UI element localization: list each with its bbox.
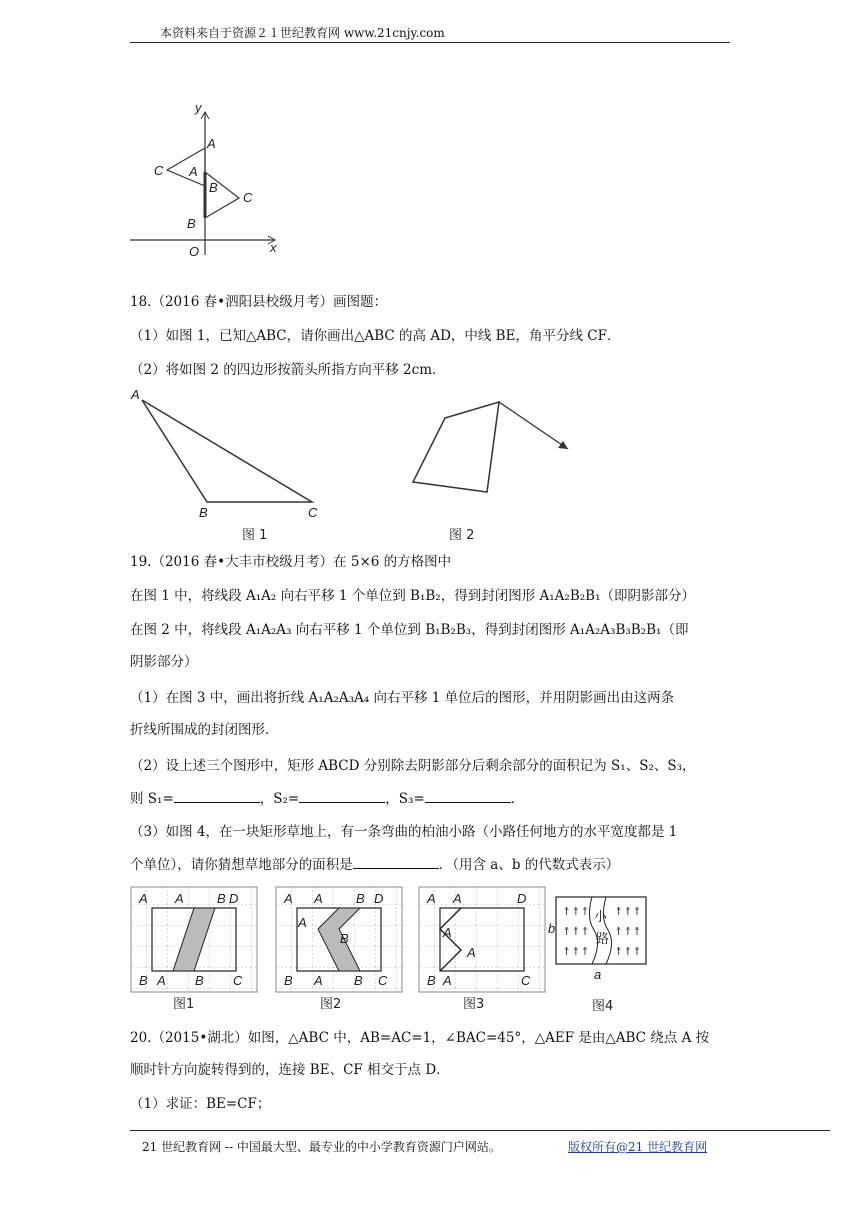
q18-part2: （2）将如图 2 的四边形按箭头所指方向平移 2cm． — [130, 362, 446, 378]
footer-text: 21 世纪教育网 -- 中国最大型、最专业的中小学教育资源门户网站。 — [142, 1140, 501, 1154]
label-a: A — [131, 387, 140, 402]
svg-text:B: B — [356, 891, 365, 906]
x-axis-label: x — [270, 240, 277, 255]
page-header — [130, 22, 730, 43]
origin-label: O — [189, 244, 200, 259]
svg-text:C: C — [521, 973, 531, 988]
q18-title: 18.（2016 春•泗阳县校级月考）画图题： — [130, 294, 388, 310]
grid-fig1 — [131, 887, 257, 1012]
svg-text:D: D — [374, 891, 384, 906]
grid-fig3 — [419, 887, 545, 1012]
q19-part2b: 则 S₁= ，S₂= ，S₃= ． — [130, 788, 524, 809]
q19-title: 19.（2016 春•大丰市校级月考）在 5×6 的方格图中 — [130, 554, 452, 570]
svg-text:↟↟↟: ↟↟↟ — [562, 925, 590, 938]
svg-text:A: A — [443, 925, 452, 940]
svg-text:A: A — [298, 915, 307, 930]
label-a: A — [207, 136, 216, 151]
svg-text:B: B — [139, 973, 148, 988]
q19-part3b: 个单位），请你猜想草地部分的面积是 ．（用含 a、b 的代数式表示） — [130, 854, 619, 875]
q19-part1b: 折线所围成的封闭图形． — [130, 722, 279, 738]
svg-text:A: A — [453, 891, 462, 906]
svg-text:A: A — [314, 973, 323, 988]
label-b1: B — [187, 216, 196, 231]
q19-line2: 在图 2 中，将线段 A₁A₂A₃ 向右平移 1 个单位到 B₁B₂B₃，得到封闭图形 A₁A₂A₃B₃B₂B₁（即 — [130, 622, 689, 638]
q19-line3: 阴影部分） — [130, 654, 198, 670]
q19-part1a: （1）在图 3 中，画出将折线 A₁A₂A₃A₄ 向右平移 1 单位后的图形，并用阴影画出由这两条 — [130, 690, 675, 706]
label-b: B — [209, 180, 218, 195]
answer-blank-area[interactable] — [353, 854, 439, 869]
svg-text:B: B — [217, 891, 226, 906]
svg-text:↟↟↟: ↟↟↟ — [562, 945, 590, 958]
svg-text:D: D — [517, 891, 527, 906]
fig2-caption: 图 2 — [449, 528, 475, 543]
q19-part2a: （2）设上述三个图形中，矩形 ABCD 分别除去阴影部分后剩余部分的面积记为 S₁、S₂、S₃， — [130, 758, 696, 774]
svg-text:B: B — [284, 973, 293, 988]
q20-line2: 顺时针方向旋转得到的，连接 BE、CF 相交于点 D． — [130, 1062, 450, 1078]
svg-text:↟↟↟: ↟↟↟ — [614, 925, 642, 938]
svg-text:A: A — [443, 973, 452, 988]
svg-text:B: B — [340, 931, 349, 946]
page-footer — [130, 1130, 830, 1154]
label-b: B — [199, 505, 208, 520]
y-axis-label: y — [195, 100, 202, 115]
fig4-b-label: b — [548, 921, 556, 936]
svg-text:↟↟↟: ↟↟↟ — [614, 905, 642, 918]
label-a1: A — [189, 164, 198, 179]
caption-fig4: 图4 — [592, 999, 614, 1013]
coordinate-figure — [125, 100, 285, 260]
q20-part1: （1）求证：BE=CF； — [130, 1096, 271, 1112]
q18-part1: （1）如图 1，已知△ABC，请你画出△ABC 的高 AD，中线 BE，角平分线 CF． — [130, 328, 621, 344]
answer-blank-s1[interactable] — [174, 788, 260, 803]
svg-text:B: B — [354, 973, 363, 988]
svg-text:B: B — [427, 973, 436, 988]
grid-fig2 — [276, 887, 402, 1012]
road-char-1: 小 — [594, 910, 608, 925]
road-char-2: 路 — [596, 932, 610, 947]
fig4-a-label: a — [594, 967, 602, 982]
label-c1: C — [243, 190, 253, 205]
q19-line1: 在图 1 中，将线段 A₁A₂ 向右平移 1 个单位到 B₁B₂，得到封闭图形 A₁A₂B₂B₁（即阴影部分） — [130, 588, 695, 604]
answer-blank-s3[interactable] — [425, 788, 511, 803]
label-c: C — [308, 505, 318, 520]
svg-text:↟↟↟: ↟↟↟ — [614, 945, 642, 958]
svg-text:A: A — [427, 891, 436, 906]
q20-title: 20.（2015•湖北）如图，△ABC 中，AB=AC=1，∠BAC=45°，△AEF 是由△ABC 绕点 A 按 — [130, 1030, 710, 1046]
figure1-triangle — [125, 385, 345, 545]
svg-text:B: B — [195, 973, 204, 988]
svg-text:A: A — [175, 891, 184, 906]
label-c: C — [154, 163, 164, 178]
q19-part3a: （3）如图 4，在一块矩形草地上，有一条弯曲的柏油小路（小路任何地方的水平宽度都是 1 — [130, 824, 678, 840]
svg-text:↟↟↟: ↟↟↟ — [562, 905, 590, 918]
copyright-link[interactable]: 版权所有@21 世纪教育网 — [568, 1140, 708, 1154]
answer-blank-s2[interactable] — [299, 788, 385, 803]
figure2-quadrilateral — [395, 385, 595, 545]
svg-text:A: A — [157, 973, 166, 988]
grid-figures — [125, 883, 655, 1013]
header-text: 本资料来自于资源２１世纪教育网 www.21cnjy.com — [160, 26, 445, 40]
svg-text:A: A — [467, 945, 476, 960]
svg-text:C: C — [233, 973, 243, 988]
svg-text:A: A — [284, 891, 293, 906]
svg-text:A: A — [139, 891, 148, 906]
caption-fig3: 图3 — [463, 997, 485, 1012]
grid-fig4 — [548, 897, 646, 1013]
svg-text:C: C — [378, 973, 388, 988]
svg-text:D: D — [229, 891, 239, 906]
svg-text:A: A — [314, 891, 323, 906]
caption-fig1: 图1 — [173, 997, 195, 1012]
caption-fig2: 图2 — [320, 997, 342, 1012]
fig1-caption: 图 1 — [242, 528, 268, 543]
